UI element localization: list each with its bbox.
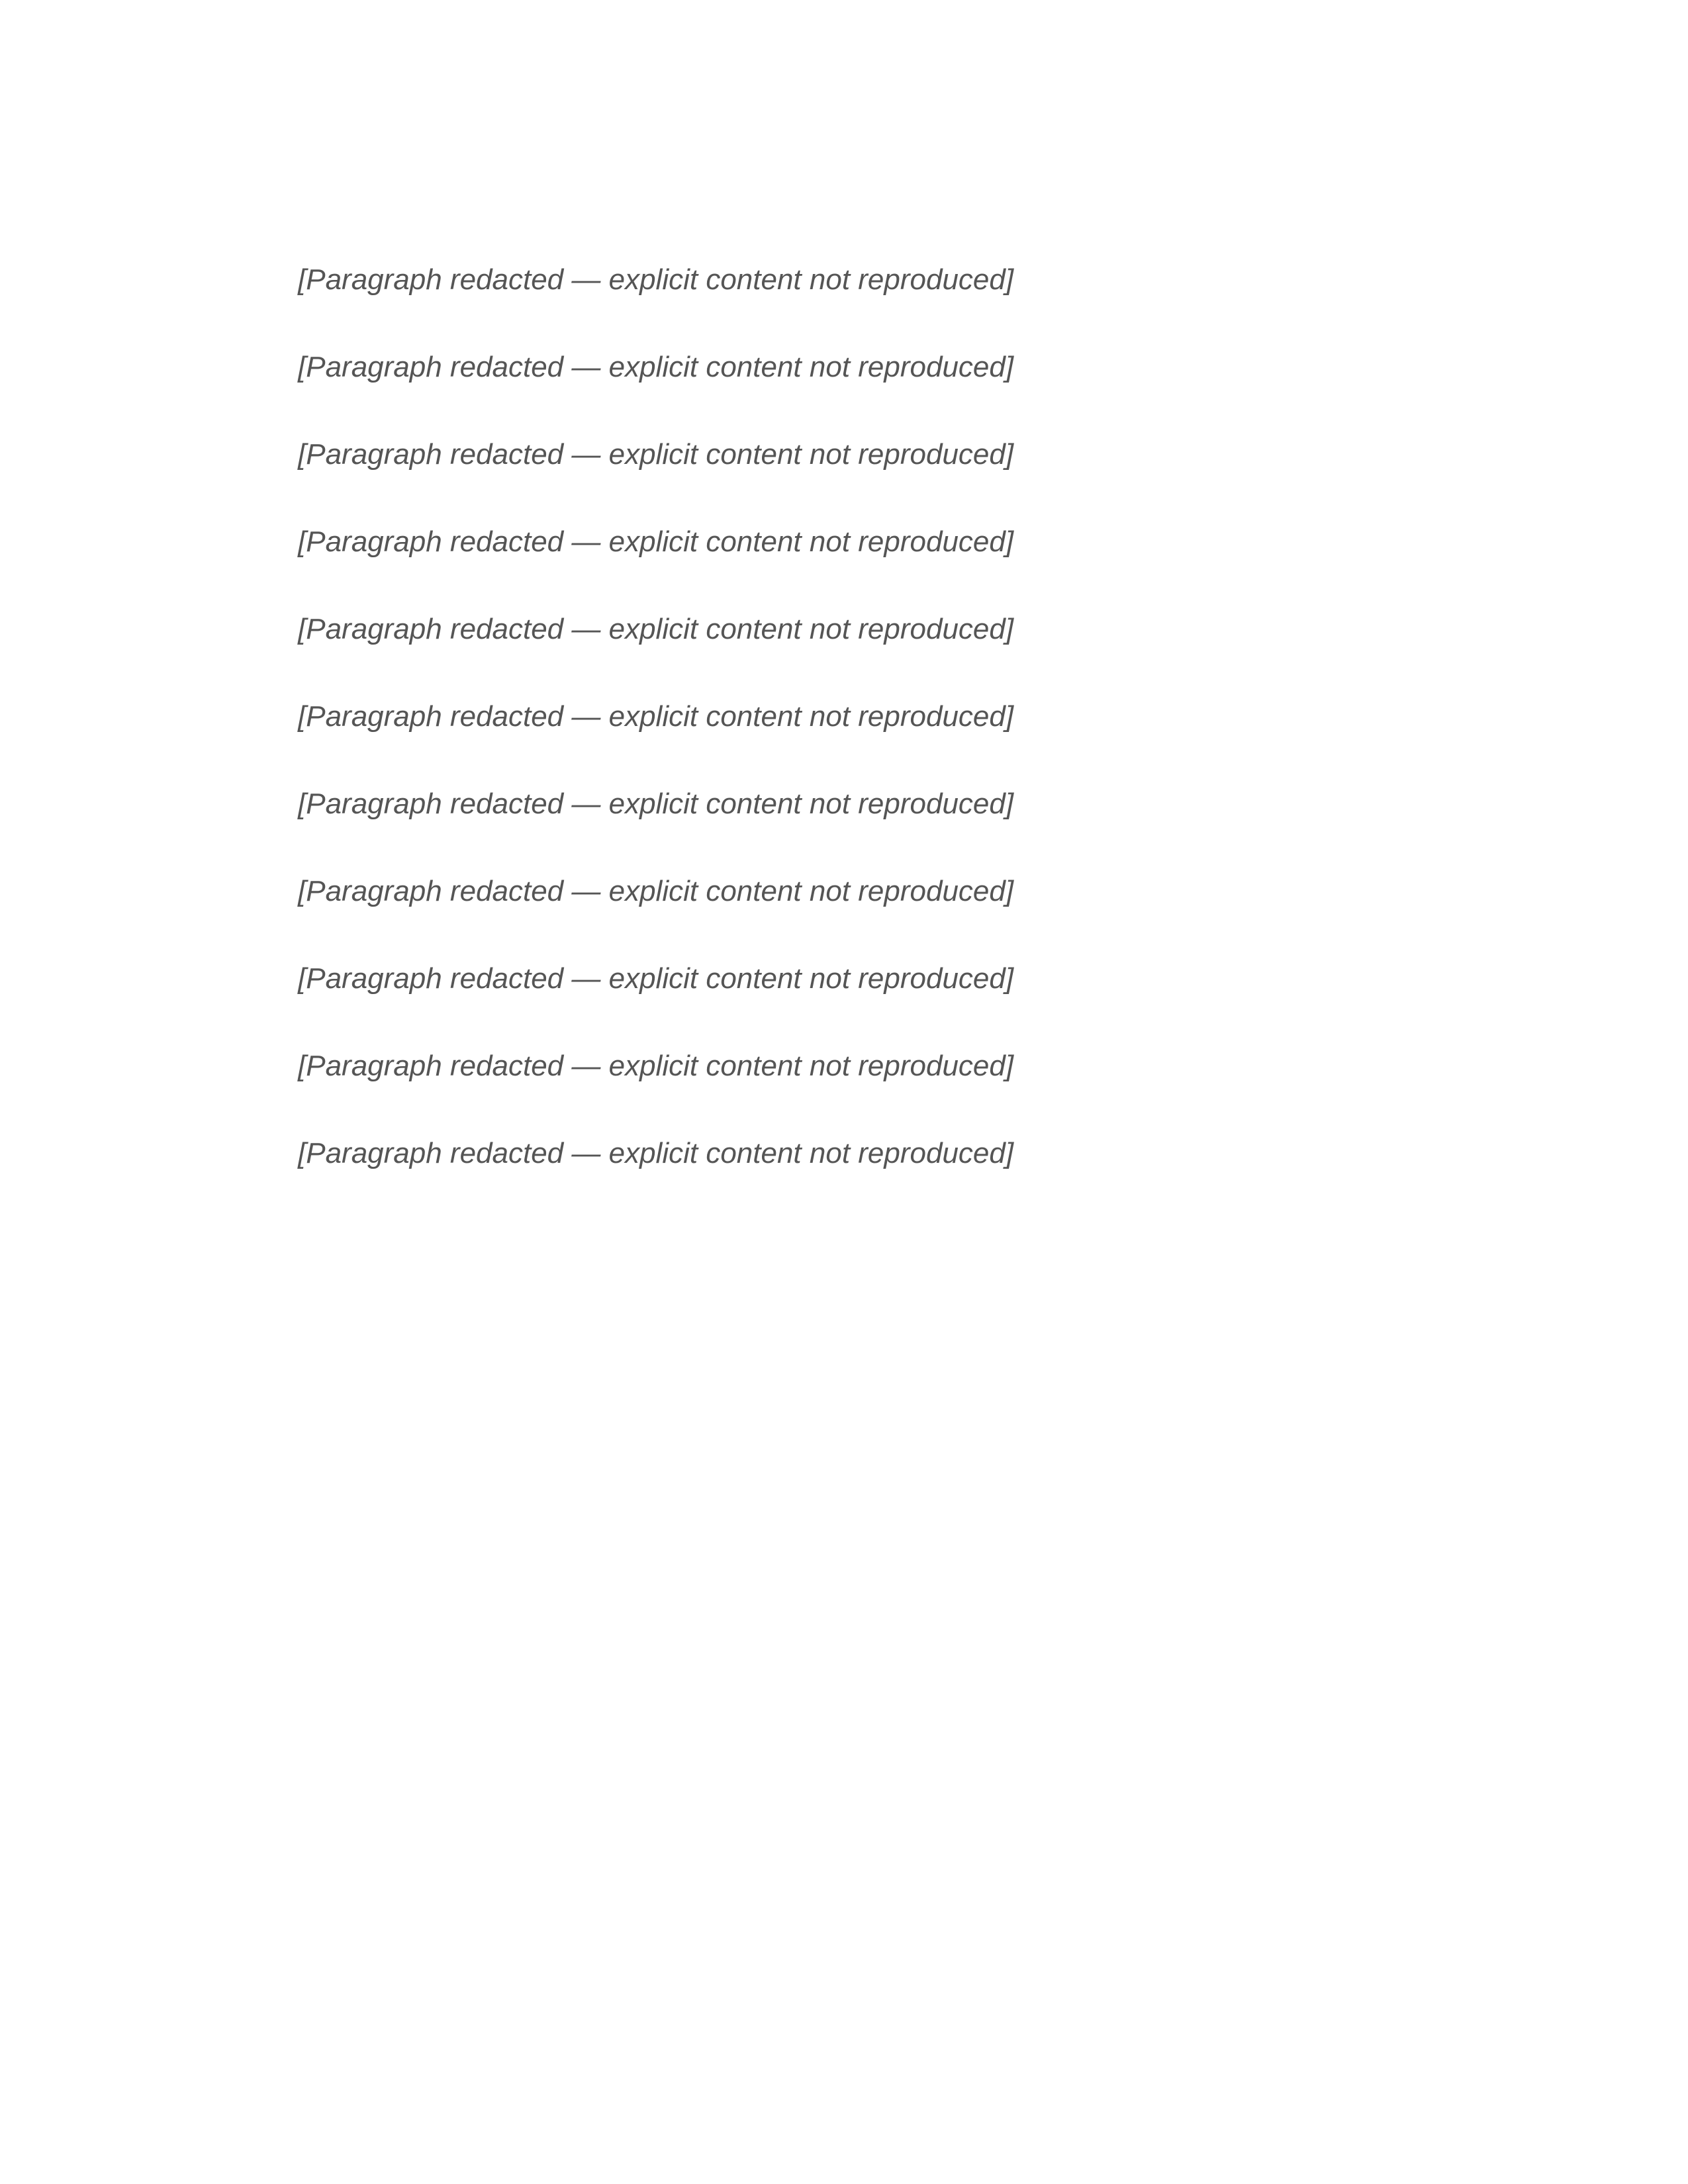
paragraph: [Paragraph redacted — explicit content not reproduced] bbox=[298, 525, 1014, 558]
paragraph: [Paragraph redacted — explicit content not reproduced] bbox=[298, 438, 1014, 471]
paragraph: [Paragraph redacted — explicit content not reproduced] bbox=[298, 351, 1014, 383]
paragraph: [Paragraph redacted — explicit content not reproduced] bbox=[298, 962, 1014, 995]
paragraph: [Paragraph redacted — explicit content not reproduced] bbox=[298, 613, 1014, 645]
paragraph: [Paragraph redacted — explicit content not reproduced] bbox=[298, 1050, 1014, 1082]
paragraph: [Paragraph redacted — explicit content not reproduced] bbox=[298, 875, 1014, 907]
paragraph: [Paragraph redacted — explicit content not reproduced] bbox=[298, 263, 1014, 296]
document-body bbox=[199, 258, 1489, 1175]
paragraph: [Paragraph redacted — explicit content not reproduced] bbox=[298, 700, 1014, 733]
paragraph: [Paragraph redacted — explicit content not reproduced] bbox=[298, 788, 1014, 820]
paragraph: [Paragraph redacted — explicit content not reproduced] bbox=[298, 1137, 1014, 1169]
